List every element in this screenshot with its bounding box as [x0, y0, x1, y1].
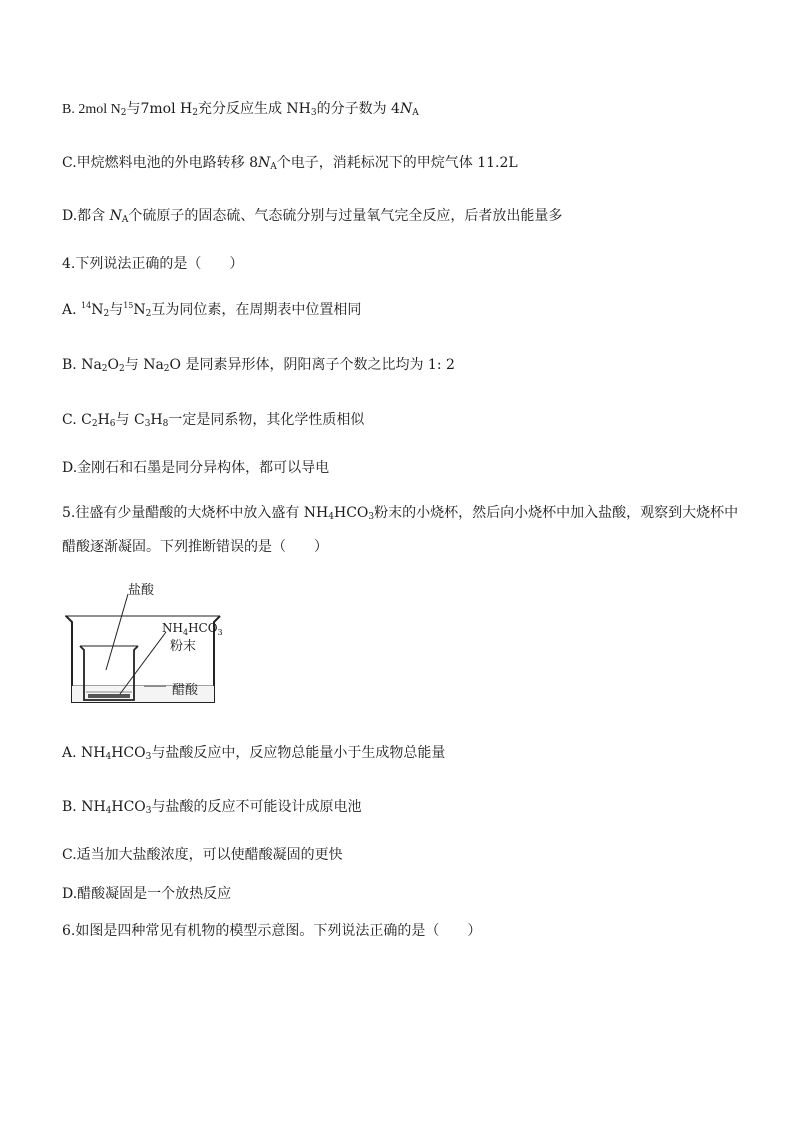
q4-option-c: C. $C_2H_6$与 $C_3H_8$一定是同系物，其化学性质相似 — [62, 412, 365, 429]
q4-option-d: D.金刚石和石墨是同分异构体，都可以导电 — [62, 460, 330, 476]
q4-option-b: B. $Na_2O_2$与 $Na_2O$ 是同素异形体，阴阳离子个数之比均为 1: 2 — [62, 357, 455, 374]
q5-option-d: D.醋酸凝固是一个放热反应 — [62, 886, 232, 902]
q5-option-c: C.适当加大盐酸浓度，可以使醋酸凝固的更快 — [62, 847, 343, 863]
leader-salt — [120, 632, 166, 694]
label-acetic-acid: 醋酸 — [172, 683, 199, 698]
label-powder: 粉末 — [170, 639, 197, 654]
q5-stem-line2: 醋酸逐渐凝固。下列推断错误的是（ ） — [62, 539, 328, 555]
beaker-diagram — [60, 582, 250, 710]
q6-stem: 6.如图是四种常见有机物的模型示意图。下列说法正确的是（ ） — [62, 923, 482, 939]
q5-option-b: B. $NH_4HCO_3$与盐酸的反应不可能设计成原电池 — [62, 799, 362, 816]
leader-hcl — [106, 594, 128, 670]
label-salt-formula: $NH_4HCO_3$ — [162, 621, 223, 637]
q5-option-a: A. $NH_4HCO_3$与盐酸反应中，反应物总能量小于生成物总能量 — [62, 745, 446, 762]
q3-option-b: B. 2mol $N_2$与7mol $H_2$充分反应生成 $NH_3$的分子数为 $4N_A$ — [62, 101, 419, 118]
q4-option-a: A. $^{14}N_2$与$^{15}N_2$互为同位素，在周期表中位置相同 — [62, 301, 362, 319]
q4-stem: 4.下列说法正确的是（ ） — [62, 256, 244, 272]
label-hcl: 盐酸 — [128, 583, 155, 598]
q3-option-d: D.都含 $N_A$个硫原子的固态硫、气态硫分别与过量氧气完全反应，后者放出能量多 — [62, 208, 563, 225]
q5-stem-line1: 5.往盛有少量醋酸的大烧杯中放入盛有 $NH_4HCO_3$粉末的小烧杯，然后向小烧杯中加入盐酸，观察到大烧杯中 — [62, 505, 739, 522]
q3-option-c: C.甲烷燃料电池的外电路转移 $8N_A$个电子，消耗标况下的甲烷气体 11.2L — [62, 155, 518, 172]
powder — [88, 694, 130, 698]
